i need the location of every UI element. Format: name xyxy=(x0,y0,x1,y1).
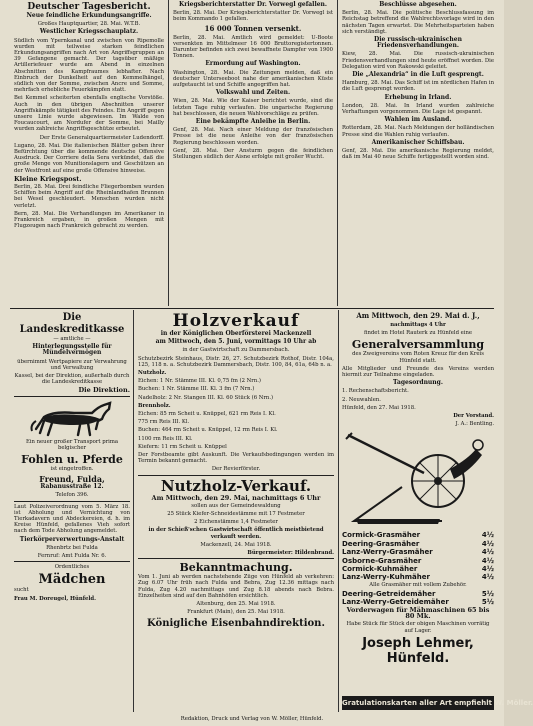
daily-report-body-1: Südlich vom Ypernkanal und zwischen von Ripemolle wurden mit teilweise starken feindlichen Erkundungsangriffen nach Art von Angriffsgruppen an 39 Gefangene gemacht. Der tagsüber mäßige Artilleriefeuer wurde am Abend in einzelnen Abschnitten des Kampfraumes lebhafter. Nach Einbruch der Dunkelheit auf den Kemmelhängel, südlich von der Somme, zwischen Ancre und Somme, mehrfach erhebliche Feuerkämpfen statt. xyxy=(14,37,164,94)
wood-sale-body: Schutzbezirk Steinhaus, Distr. 26, 27. Schutzbezirk Rothof, Distr. 104a, 125, 118 n. a. Schutzbezirk Dammersbach, Distr. 100, 84, 61a, 64b n. a. xyxy=(138,355,334,368)
mower-illustration xyxy=(342,429,494,529)
news-column-middle xyxy=(173,2,333,308)
wood-sale-sub-2: am Mittwoch, den 5. Juni, vormittags 10 Uhr ab xyxy=(155,338,317,346)
front-carriage-offer: Vorderwagen für Mähmaschinen 65 bis 80 Mk. xyxy=(346,605,490,621)
general-assembly-title: Generalversammlung xyxy=(351,338,485,352)
daily-report-front: Westlicher Kriegsschauplatz. xyxy=(39,28,139,36)
mid-news-heading-4: Volkswahl und Zeiten. xyxy=(215,89,291,97)
product-price: 4½ xyxy=(481,565,494,574)
ads-column-middle xyxy=(138,312,334,714)
carcass-notice-company: Tierkörperverwertungs-Anstalt xyxy=(19,535,125,543)
daily-report-body-2: Bei Kemmel scheiterten ebenfalls englische Vorstöße. Auch in den übrigen Abschnitten unserer Angriffskämpfe tätigkeit des Feindes. Ein Angriff gegen unsere Linie wurde abgewiesen. Im Walde von Foucaucourt, am Nordufer der Somme, bei Mailly wurden zahlreiche Angriffsgeschütze erbeutet. xyxy=(14,95,164,133)
right-news-heading-3: Die „Alexandria“ in die Luft gesprengt. xyxy=(352,71,484,79)
product-row xyxy=(342,565,494,573)
ads-column-left xyxy=(14,312,130,714)
carcass-notice-place: Rhenbrtz bei Fulda xyxy=(46,544,98,551)
mid-news-body-6: Genf, 28. Mai. Der Ansturm gegen die feindlichen Stellungen südlich der Aisne erfolgte mit großer Wucht. xyxy=(173,147,333,161)
bank-signature: Die Direktion. xyxy=(78,386,130,395)
war-post-body-1: Berlin, 28. Mai. Drei feindliche Fliegerbomben wurden Schiffen beim Angriff auf die Rheinlandhafen Brunnen bei Wesel geschleudert. Menschen wurden nicht verletzt. xyxy=(14,184,164,209)
column-divider-4 xyxy=(338,310,339,712)
product-name: Deering-Getreidemäher xyxy=(342,590,436,599)
ad-rule xyxy=(138,475,334,476)
wood-sale-footer: Der Forstbeamte gibt Auskunft. Die Verkaufsbedingungen werden im Termin bekannt gemacht. xyxy=(138,452,334,465)
ad-rule xyxy=(14,561,130,562)
right-news-heading-6: Amerikanischer Schiffsbau. xyxy=(371,138,465,146)
bank-line-2: übernimmt Wertpapiere zur Verwahrung und Verwaltung xyxy=(17,358,127,371)
product-name: Osborne-Grasmäher xyxy=(342,556,422,565)
announcement-body: Vom 1. Juni ab werden nachstehende Züge von Hünfeld ab verkehren: Zug 6.07 Uhr früh nach Fulda und Bebra, Zug 12.36 mittags nach Fulda, Zug 4.20 nachmittags und Zug 8.18 abends nach Bebra. Einzelheiten sind auf den Bahnhöfen ersichtlich. xyxy=(138,574,334,599)
dealer-address: Rabanusstraße 12. xyxy=(40,483,104,491)
horse-caption: Ein neuer großer Transport prima belgischer xyxy=(25,438,119,451)
agenda-signature-2: J. A.: Bentling. xyxy=(455,421,494,428)
agenda-item-1: 1. Rechenschaftsbericht. xyxy=(342,388,409,395)
product-price: 5½ xyxy=(481,590,494,599)
dealer-name: Freund, Fulda, xyxy=(39,474,105,485)
bank-line-3: Kassel, bei der Direktion, außerhalb durch die Landeskreditkasse xyxy=(14,373,130,386)
right-news-body-4: London, 28. Mai. In Irland wurden zahlreiche Verhaftungen vorgenommen. Die Lage ist gespannt. xyxy=(342,102,494,116)
greeting-cards-text: Gratulationskarten aller Art empfiehlt W. Möller. xyxy=(342,699,533,707)
general-assembly-body: Alle Mitglieder und Freunde des Vereins werden hiermit zur Teilnahme eingeladen. xyxy=(342,365,494,379)
timber-sale-sub-d: 2 Eichenstämme 1,4 Festmeter xyxy=(194,519,278,526)
wood-sale-sub-1: in der Königlichen Oberförsterei Mackenzell xyxy=(160,330,312,337)
timber-sale-signature: Bürgermeister: Hildenbrand. xyxy=(247,550,334,557)
product-row xyxy=(342,540,494,548)
brennholz-line: Eichen: 85 rm Scheit u. Knüppel, 621 rm Reis I. Kl. xyxy=(138,411,276,418)
column-divider-1 xyxy=(168,0,169,306)
brennholz-line: Buchen: 464 rm Scheit u. Knüppel, 12 rm Reis I. Kl. xyxy=(138,427,278,434)
merchant-name: Joseph Lehmer, Hünfeld. xyxy=(362,635,474,666)
right-news-heading-2: Die russisch-ukrainischen Friedensverhandlungen. xyxy=(374,36,462,50)
daily-report-dateline: Großes Hauptquartier, 28. Mai. W.T.B. xyxy=(37,21,141,28)
mid-news-body-3: Washington, 28. Mai. Die Zeitungen melden, daß ein deutscher Unterseeboot nahe der amerikanischen Küste aufgetaucht ist und Schiffe angegriffen hat. xyxy=(173,69,333,89)
nutzholz-line: Nadelholz: 2 Nr. Stangen III. Kl. 60 Stück (6 Nrn.) xyxy=(138,394,274,401)
product-name: Lanz-Werry-Kuhmäher xyxy=(342,573,430,582)
mid-news-heading-2: 16 000 Tonnen versenkt. xyxy=(204,23,302,33)
meeting-body: findet im Hotel Rauterk zu Hünfeld eine xyxy=(363,330,473,337)
timber-sale-title: Nutzholz-Verkauf. xyxy=(160,476,312,495)
product-price: 4½ xyxy=(481,556,494,565)
column-divider-2 xyxy=(337,0,338,306)
right-news-body-5: Rotterdam, 28. Mai. Nach Meldungen der holländischen Presse sind die Wahlen ruhig verlaufen. xyxy=(342,125,494,138)
agenda-title: Tagesordnung. xyxy=(393,379,443,387)
daily-report-body-3: Lugano, 28. Mai. Die italienischen Blätter geben ihrer Befürchtung über die kommende deutsche Offensive Ausdruck. Der Corriere della Sera verkündet, daß die große Menge von Munitionslagern und Geschützen an der Westfront auf eine große Offensive hinweise. xyxy=(14,142,164,174)
general-assembly-sub: des Zweigvereins vom Roten Kreuz für den Kreis Hünfeld statt. xyxy=(352,351,484,364)
mower-note: Alle Grasmäher mit vollem Zubehör. xyxy=(369,581,467,588)
foal-title: Fohlen u. Pferde xyxy=(21,453,123,467)
right-news-body-3: Hamburg, 28. Mai. Das Schiff ist im nördlichen Hafen in die Luft gesprengt worden. xyxy=(342,80,494,93)
ads-column-right xyxy=(342,312,494,714)
product-row xyxy=(342,590,494,598)
reaper-price-list xyxy=(342,590,494,607)
ad-rule xyxy=(14,396,130,397)
horse-illustration xyxy=(14,399,130,439)
right-news-heading-4: Erhebung in Irland. xyxy=(384,93,452,101)
product-name: Cormick-Grasmäher xyxy=(342,531,421,540)
imprint-line: Redaktion, Druck und Verlag von W. Möller, Hünfeld. xyxy=(180,716,324,722)
announcement-title: Bekanntmachung. xyxy=(179,561,293,575)
agenda-item-2: 2. Neuwahlen. xyxy=(342,396,381,403)
timber-sale-sub: Am Mittwoch, den 29. Mai, nachmittags 6 Uhr xyxy=(151,493,321,502)
carcass-notice-phone: Fernruf: Amt Fulda Nr. 6. xyxy=(37,553,107,560)
product-row xyxy=(342,557,494,565)
product-price: 4½ xyxy=(481,573,494,582)
dealer-telephone: Telefon 396. xyxy=(55,492,89,499)
right-news-body-2: Kiew, 28. Mai. Die russisch-ukrainischen Friedensverhandlungen sind heute eröffnet worden. Die Delegation wird von Rakowski geleitet. xyxy=(342,51,494,70)
nutzholz-label: Nutzholz. xyxy=(138,370,167,377)
product-name: Lanz-Werry-Grasmäher xyxy=(342,548,433,557)
meeting-time: nachmittags 4 Uhr xyxy=(390,322,446,328)
wood-sale-sub-3: in der Gastwirtschaft zu Dammersbach. xyxy=(182,347,290,354)
product-row xyxy=(342,548,494,556)
agenda-date: Hünfeld, den 27. Mai 1918. xyxy=(342,404,416,411)
greeting-cards-banner xyxy=(342,696,533,710)
meeting-date: Am Mittwoch, den 29. Mai d. J., xyxy=(356,311,480,320)
wanted-title: Mädchen xyxy=(38,572,106,588)
railway-directorate: Königliche Eisenbahndirektion. xyxy=(147,617,325,629)
nutzholz-list xyxy=(138,378,334,401)
ad-rule xyxy=(14,501,130,502)
mid-news-body-4: Wien, 28. Mai. Wie der Kaiser berichtet wurde, sind die letzten Tage ruhig verlaufen. Die ungarische Regierung hat beschlossen, die neuen Wahlvorschläge zu prüfen. xyxy=(173,98,333,117)
mid-news-title: Kriegsberichterstatter Dr. Vorwegl gefallen. xyxy=(178,1,328,8)
war-post-heading: Kleine Kriegspost. xyxy=(14,174,82,183)
foal-subtitle: ist eingetroffen. xyxy=(50,466,94,473)
brennholz-line: Kiefern: 11 rm Scheit u. Knüppel xyxy=(138,443,227,450)
bank-subtitle: — amtliche — xyxy=(53,336,91,342)
announcement-date-1: Altenburg, den 25. Mai 1918. xyxy=(196,601,276,608)
daily-report-signature: Der Erste Generalquartiermeister Ludendorff. xyxy=(39,134,164,141)
wanted-sub: sucht xyxy=(14,587,29,594)
section-rule xyxy=(10,308,494,309)
timber-sale-sub-b: sollen aus der Gemeindewaldung xyxy=(191,502,281,509)
bank-name: Die Landeskreditkasse xyxy=(19,312,125,335)
right-news-title: Beschlüsse abgesehen. xyxy=(379,1,457,8)
timber-sale-sub-c: 25 Stück Kiefer-Schneidestämme mit 17 Festmeter xyxy=(167,511,305,518)
mid-news-body-2: Berlin, 28. Mai. Amtlich wird gemeldet: U-Boote versenkten im Mittelmeer 16 000 Bruttoregistertonnen. Darunter befinden sich zwei bewaffnete Dampfer von 1900 Tonnen. xyxy=(173,34,333,60)
nutzholz-line: Eichen: 1 Nr. Stämme III. Kl. 0,75 fm (2 Nrn.) xyxy=(138,378,261,385)
agenda-signature: Der Vorstand. xyxy=(453,413,494,420)
mower-price-list xyxy=(342,531,494,581)
mid-news-heading-5: Eine bekämpfte Anleihe in Berlin. xyxy=(195,118,311,126)
brennholz-list xyxy=(138,411,334,450)
product-price: 4½ xyxy=(481,531,494,540)
right-news-body-1: Berlin, 28. Mai. Die politische Beschlussfassung im Reichstag betreffend die Wahlrechtsvorlage wird in den nächsten Tagen erwartet. Die Mehrheitsparteien haben sich verständigt. xyxy=(342,10,494,35)
bank-line-1: Hinterlegungsstelle für Mündelvermögen xyxy=(32,343,112,357)
carcass-notice-text: Laut Polizeiverordnung vom 5. März 18. ist Abholung und Vernichtung von Tierkadavern und Abdeckereien, d. h. im Kreise Hünfeld, gefallenes Vieh sofort nach dem Tode Abholung angemeldet. xyxy=(14,503,130,535)
right-news-body-6: Genf, 28. Mai. Die amerikanische Regierung meldet, daß im Mai 40 neue Schiffe fertiggestellt worden sind. xyxy=(342,148,494,161)
wanted-signature: Frau M. Doreugel, Hünfeld. xyxy=(14,595,96,602)
wanted-small: Ordentliches xyxy=(54,564,90,571)
brennholz-label: Brennholz. xyxy=(138,402,171,409)
mid-news-body-5: Genf, 28. Mai. Nach einer Meldung der französischen Presse ist die neue Anleihe von der französischen Regierung beschlossen worden. xyxy=(173,127,333,146)
brennholz-line: 1100 rm Reis III. Kl. xyxy=(138,435,193,442)
news-column-left xyxy=(14,2,164,308)
ad-rule xyxy=(138,558,334,559)
product-price: 4½ xyxy=(481,548,494,557)
mid-news-heading-3: Ermordung auf Washington. xyxy=(205,60,301,68)
right-news-heading-5: Wahlen im Ausland. xyxy=(384,116,452,124)
nutzholz-line: Buchen: 1 Nr. Stämme III. Kl. 3 fm (7 Nrn.) xyxy=(138,386,255,393)
stock-hint: Habe Stück für Stück der obigen Maschinen vorrätig auf Lager. xyxy=(346,621,490,634)
news-column-right xyxy=(342,2,494,308)
wood-sale-title: Holzverkauf xyxy=(172,311,300,331)
timber-sale-sub-e: in der Schieß'schen Gastwirtschaft öffentlich meistbietend verkauft werden. xyxy=(148,527,324,540)
wood-sale-signature: Der Revierförster. xyxy=(211,466,261,473)
product-price: 5½ xyxy=(481,598,494,607)
product-price: 4½ xyxy=(481,539,494,548)
product-row xyxy=(342,531,494,539)
column-divider-3 xyxy=(133,310,134,712)
war-post-body-2: Bern, 28. Mai. Die Verhandlungen im Amerikaner in Frankreich ergaben, in großen Mengen mit Flugzeugen nach Frankreich gebracht zu werden. xyxy=(14,210,164,230)
product-name: Deering-Grasmäher xyxy=(342,539,420,548)
timber-sale-place: Mackenzell, 24. Mai 1918. xyxy=(200,541,272,548)
product-row xyxy=(342,573,494,581)
daily-report-subtitle: Neue feindliche Erkundungsangriffe. xyxy=(26,12,152,19)
mid-news-body-1: Berlin, 28. Mai. Der Kriegsberichterstatter Dr. Vorwegl ist beim Kommando 1 gefallen. xyxy=(173,10,333,23)
product-name: Cormick-Kuhmäher xyxy=(342,565,418,574)
product-name: Lanz-Werry-Getreidemäher xyxy=(342,598,449,607)
daily-report-title: Deutscher Tagesbericht. xyxy=(27,2,151,12)
brennholz-line: 775 rm Reis III. Kl. xyxy=(138,419,190,426)
announcement-date-2: Frankfurt (Main), den 25. Mai 1918. xyxy=(187,609,285,616)
